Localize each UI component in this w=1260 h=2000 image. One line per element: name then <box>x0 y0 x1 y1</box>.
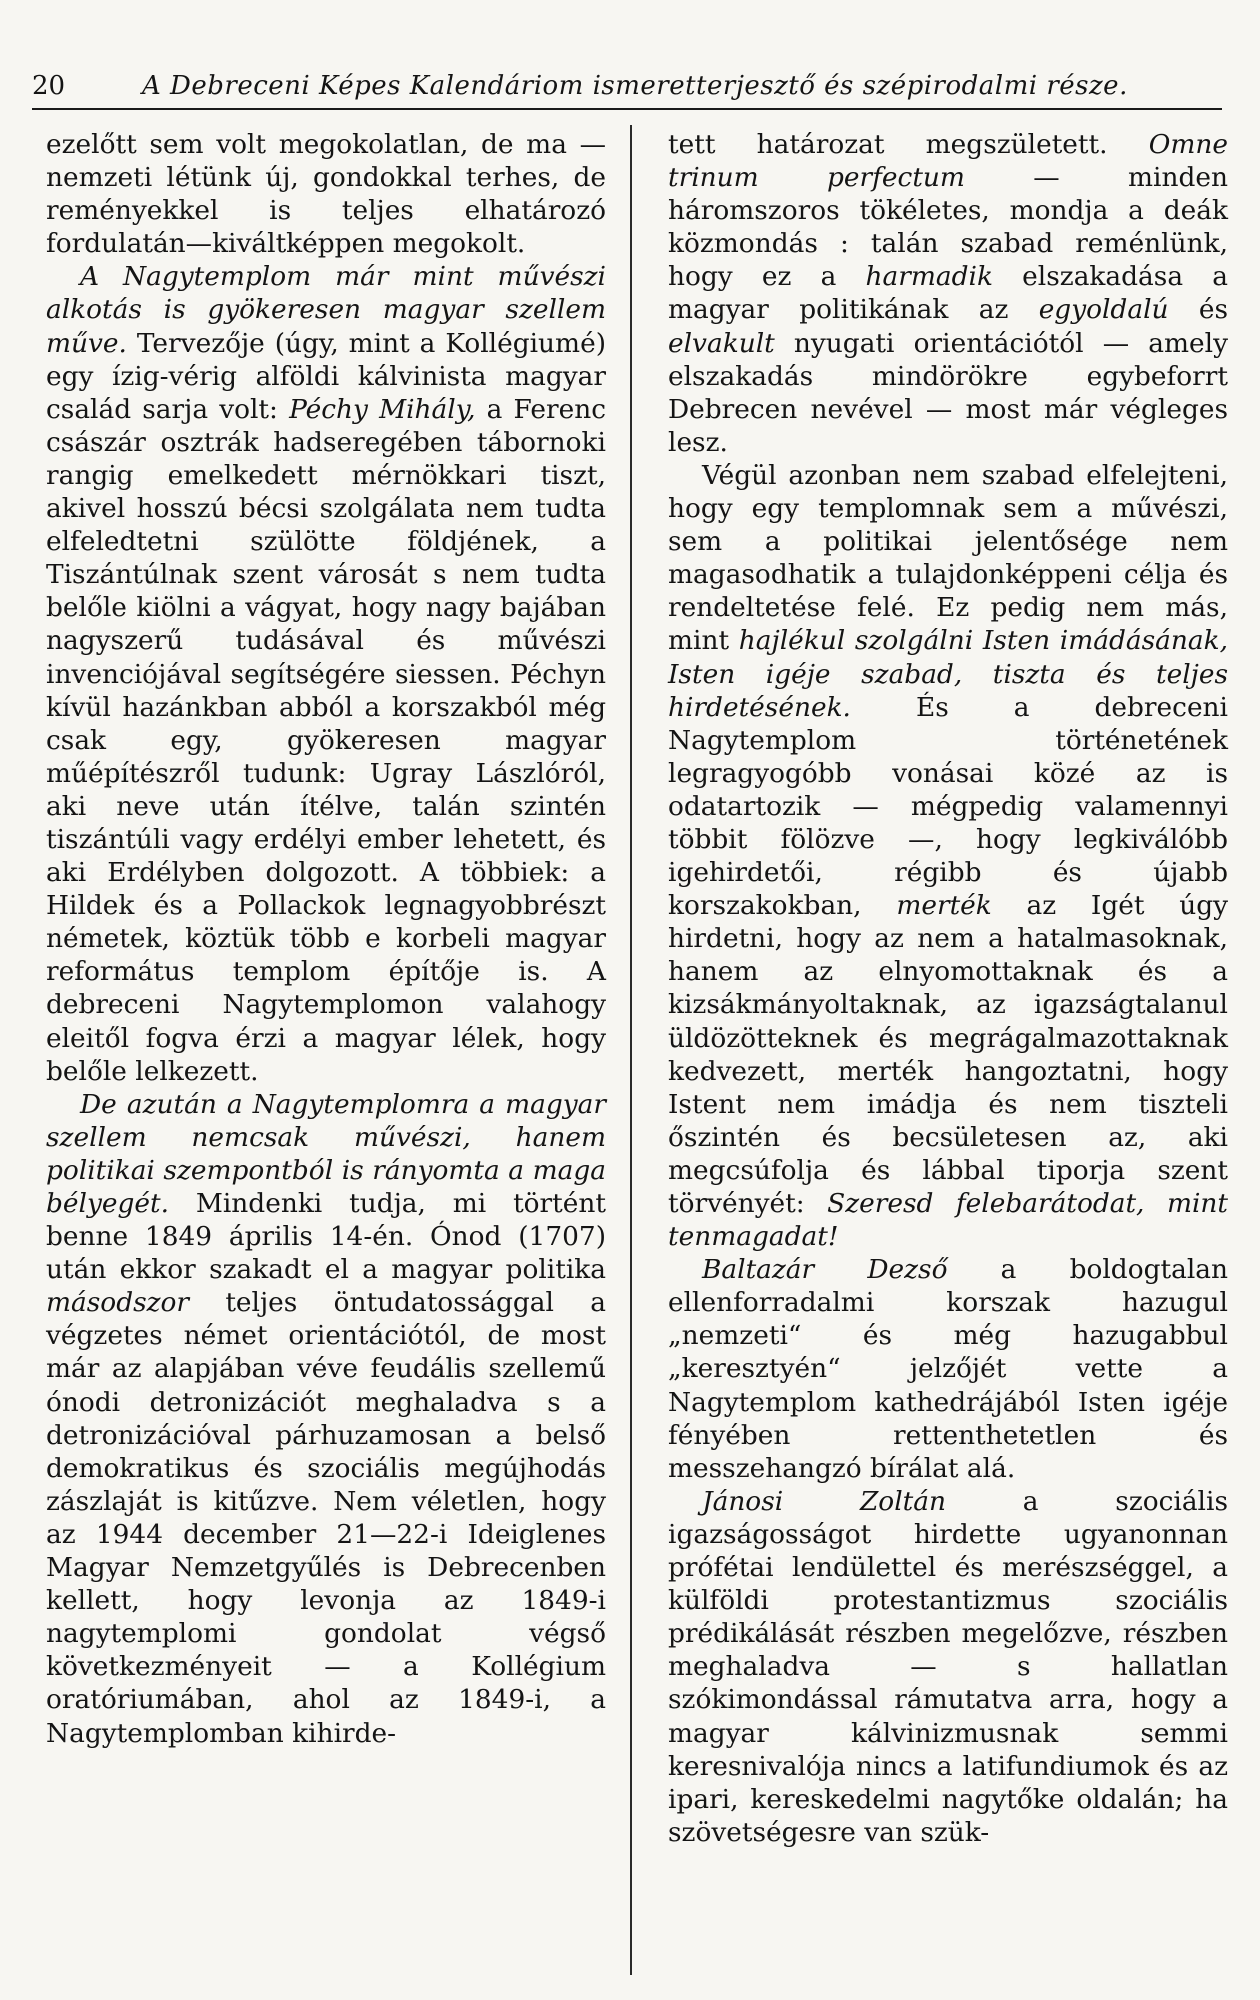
paragraph: Baltazár Dezső a boldogtalan ellenforradalmi korszak hazugul „nemzeti“ és még hazugabbul „keresztyén“ jelzőjét vette a Nagytemplom kathedrájából Isten igéje fényében rettenthetetlen és messzehangzó bírálat alá. <box>668 1254 1228 1484</box>
page-number: 20 <box>32 71 66 101</box>
column-divider <box>630 125 632 1975</box>
paragraph: De azután a Nagytemplomra a magyar szellem nemcsak művészi, hanem politikai szempontból is rányomta a maga bélyegét. Mindenki tudja, mi történt benne 1849 április 14-én. Ónod (1707) után ekkor szakadt el a magyar politika másodszor teljes öntudatossággal a végzetes német orientációtól, de most már az alapjában véve feudális szellemű ónodi detronizációt meghaladva s a detronizációval párhuzamosan a belső demokratikus és szociális megújhodás zászlaját is kitűzve. Nem véletlen, hogy az 1944 december 21—22-i Ideiglenes Magyar Nemzetgyűlés is Debrecenben kellett, hogy levonja az 1849-i nagytemplomi gondolat végső következményeit — a Kollégium oratóriumában, ahol az 1849-i, a Nagytemplomban kihirde- <box>46 1088 606 1749</box>
running-title: A Debreceni Képes Kalendáriom ismeretterjesztő és szépirodalmi része. <box>142 71 1128 101</box>
left-column <box>46 128 606 1750</box>
right-column <box>668 128 1228 1849</box>
page-header <box>32 66 1222 110</box>
paragraph: tett határozat megszületett. Omne trinum perfectum — minden háromszoros tökéletes, mondja a deák közmondás : talán szabad reménlünk, hogy ez a harmadik elszakadása a magyar politikának az egyoldalú és elvakult nyugati orientációtól — amely elszakadás mindörökre egybeforrt Debrecen nevével — most már végleges lesz. <box>668 129 1228 458</box>
paragraph: Végül azonban nem szabad elfelejteni, hogy egy templomnak sem a művészi, sem a politikai jelentősége nem magasodhatik a tulajdonképpeni célja és rendeltetése felé. Ez pedig nem más, mint hajlékul szolgálni Isten imádásának, Isten igéje szabad, tiszta és teljes hirdetésének. És a debreceni Nagytemplom történetének legragyogóbb vonásai közé az is odatartozik — mégpedig valamennyi többit fölözve —, hogy legkiválóbb igehirdetői, régibb és újabb korszakokban, merték az Igét úgy hirdetni, hogy az nem a hatalmasoknak, hanem az elnyomottaknak és a kizsákmányoltaknak, az igazságtalanul üldözötteknek és megrágalmazottaknak kedvezett, merték hangoztatni, hogy Istent nem imádja és nem tiszteli őszintén és becsületesen az, aki megcsúfolja és lábbal tiporja szent törvényét: Szeresd felebarátodat, mint tenmagadat! <box>668 459 1229 1253</box>
paragraph: Jánosi Zoltán a szociális igazságosságot hirdette ugyanonnan prófétai lendülettel és merészséggel, a külföldi protestantizmus szociális prédikálását részben megelőzve, részben meghaladva — s hallatlan szókimondással rámutatva arra, hogy a magyar kálvinizmusnak semmi keresnivalója nincs a latifundiumok és az ipari, kereskedelmi nagytőke oldalán; ha szövetségesre van szük- <box>668 1485 1228 1848</box>
paragraph: A Nagytemplom már mint művészi alkotás is gyökeresen magyar szellem műve. Tervezője (úgy, mint a Kollégiumé) egy ízig-vérig alföldi kálvinista magyar család sarja volt: Péchy Mihály, a Ferenc császár osztrák hadseregében tábornoki rangig emelkedett mérnökkari tiszt, akivel hosszú bécsi szolgálata nem tudta elfeledtetni szülötte földjének, a Tiszántúlnak szent városát s nem tudta belőle kiölni a vágyat, hogy nagy bajában nagyszerű tudásával és művészi invenciójával segítségére siessen. Péchyn kívül hazánkban abból a korszakból még csak egy, gyökeresen magyar műépítészről tudunk: Ugray Lászlóról, aki neve után ítélve, talán szintén tiszántúli vagy erdélyi ember lehetett, és aki Erdélyben dolgozott. A többiek: a Hildek és a Pollackok legnagyobbrészt németek, köztük több e korbeli magyar református templom építője is. A debreceni Nagytemplomon valahogy eleitől fogva érzi a magyar lélek, hogy belőle lelkezett. <box>46 261 606 1087</box>
paragraph: ezelőtt sem volt megokolatlan, de ma — nemzeti létünk új, gondokkal terhes, de reményekkel is teljes elhatározó fordulatán—kiváltképpen megokolt. <box>46 129 606 260</box>
